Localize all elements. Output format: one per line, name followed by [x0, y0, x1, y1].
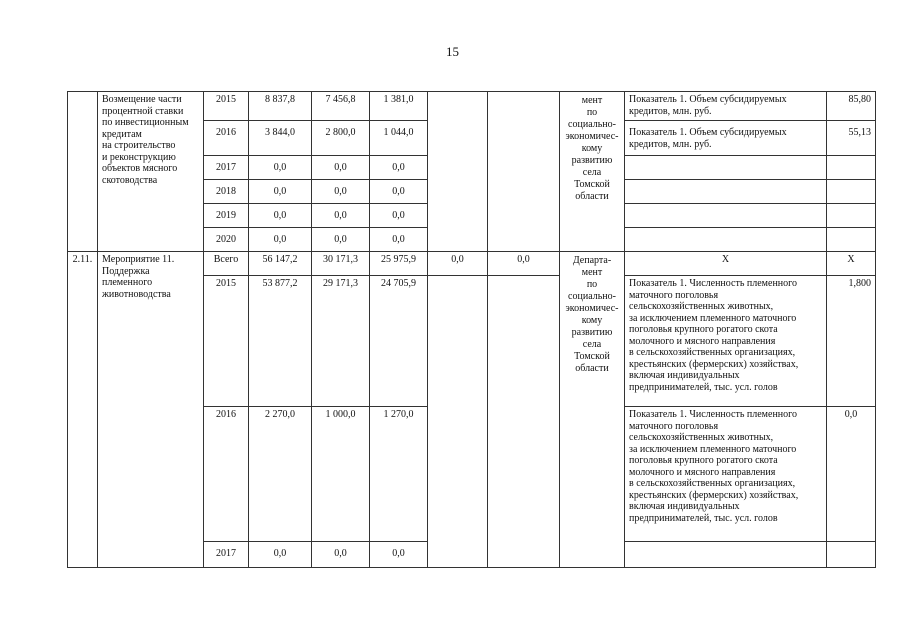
program-measures-table	[67, 91, 876, 568]
indicator-value-cell: 0,0	[827, 407, 876, 542]
extrabudget-cell: 0,0	[488, 252, 560, 276]
indicator-value-cell	[827, 542, 876, 568]
indicator-value-cell: 55,13	[827, 121, 876, 156]
total-cell: 0,0	[249, 204, 312, 228]
year-cell: 2017	[204, 542, 249, 568]
measure-name-cell: Мероприятие 11. Поддержка племенного животноводства	[98, 252, 204, 568]
federal-cell: 30 171,3	[312, 252, 370, 276]
federal-cell: 0,0	[312, 156, 370, 180]
regional-cell: 0,0	[370, 180, 428, 204]
year-cell: 2016	[204, 121, 249, 156]
indicator-cell: Показатель 1. Объем субсидируемых кредитов, млн. руб.	[625, 92, 827, 121]
regional-cell: 1 381,0	[370, 92, 428, 121]
table-row	[68, 252, 876, 276]
responsible-executor-cell: мент по социально- экономичес- кому развитию села Томской области	[560, 92, 625, 252]
indicator-cell: X	[625, 252, 827, 276]
local-budget-cell	[428, 276, 488, 568]
total-cell: 8 837,8	[249, 92, 312, 121]
extrabudget-cell	[488, 92, 560, 252]
indicator-value-cell	[827, 228, 876, 252]
year-cell: 2020	[204, 228, 249, 252]
regional-cell: 0,0	[370, 542, 428, 568]
total-cell: 0,0	[249, 180, 312, 204]
regional-cell: 0,0	[370, 156, 428, 180]
federal-cell: 0,0	[312, 204, 370, 228]
indicator-cell: Показатель 1. Численность племенного маточного поголовья сельскохозяйственных животных, за исключением племенного маточного поголовья крупного рогатого скота молочного и мясного направления в сельскохозяйственных организациях, крестьянских (фермерских) хозяйствах, включая индивидуальных предпринимателей, тыс. усл. голов	[625, 276, 827, 407]
regional-cell: 24 705,9	[370, 276, 428, 407]
indicator-value-cell: 85,80	[827, 92, 876, 121]
regional-cell: 1 044,0	[370, 121, 428, 156]
page-number: 15	[446, 44, 459, 59]
year-cell: 2015	[204, 276, 249, 407]
total-cell: 2 270,0	[249, 407, 312, 542]
total-cell: 56 147,2	[249, 252, 312, 276]
total-cell: 53 877,2	[249, 276, 312, 407]
federal-cell: 0,0	[312, 228, 370, 252]
federal-cell: 1 000,0	[312, 407, 370, 542]
year-cell: 2015	[204, 92, 249, 121]
row-number-cell	[68, 92, 98, 252]
year-cell: Всего	[204, 252, 249, 276]
local-budget-cell	[428, 92, 488, 252]
indicator-cell	[625, 204, 827, 228]
year-cell: 2019	[204, 204, 249, 228]
regional-cell: 0,0	[370, 228, 428, 252]
federal-cell: 0,0	[312, 180, 370, 204]
indicator-value-cell	[827, 180, 876, 204]
regional-cell: 1 270,0	[370, 407, 428, 542]
extrabudget-cell	[488, 276, 560, 568]
indicator-cell: Показатель 1. Численность племенного маточного поголовья сельскохозяйственных животных, за исключением племенного маточного поголовья крупного рогатого скота молочного и мясного направления в сельскохозяйственных организациях, крестьянских (фермерских) хозяйствах, включая индивидуальных предпринимателей, тыс. усл. голов	[625, 407, 827, 542]
federal-cell: 0,0	[312, 542, 370, 568]
year-cell: 2017	[204, 156, 249, 180]
row-number-cell: 2.11.	[68, 252, 98, 568]
responsible-executor-cell: Департа- мент по социально- экономичес- кому развитию села Томской области	[560, 252, 625, 568]
table-row	[68, 92, 876, 121]
indicator-value-cell	[827, 156, 876, 180]
total-cell: 0,0	[249, 542, 312, 568]
measure-name-cell: Возмещение части процентной ставки по инвестиционным кредитам на строительство и реконструкцию объектов мясного скотоводства	[98, 92, 204, 252]
total-cell: 3 844,0	[249, 121, 312, 156]
indicator-cell	[625, 228, 827, 252]
indicator-cell	[625, 180, 827, 204]
indicator-value-cell	[827, 204, 876, 228]
year-cell: 2018	[204, 180, 249, 204]
federal-cell: 2 800,0	[312, 121, 370, 156]
regional-cell: 25 975,9	[370, 252, 428, 276]
total-cell: 0,0	[249, 156, 312, 180]
indicator-value-cell: X	[827, 252, 876, 276]
indicator-value-cell: 1,800	[827, 276, 876, 407]
indicator-cell	[625, 156, 827, 180]
federal-cell: 7 456,8	[312, 92, 370, 121]
local-budget-cell: 0,0	[428, 252, 488, 276]
total-cell: 0,0	[249, 228, 312, 252]
indicator-cell: Показатель 1. Объем субсидируемых кредитов, млн. руб.	[625, 121, 827, 156]
regional-cell: 0,0	[370, 204, 428, 228]
year-cell: 2016	[204, 407, 249, 542]
federal-cell: 29 171,3	[312, 276, 370, 407]
indicator-cell	[625, 542, 827, 568]
